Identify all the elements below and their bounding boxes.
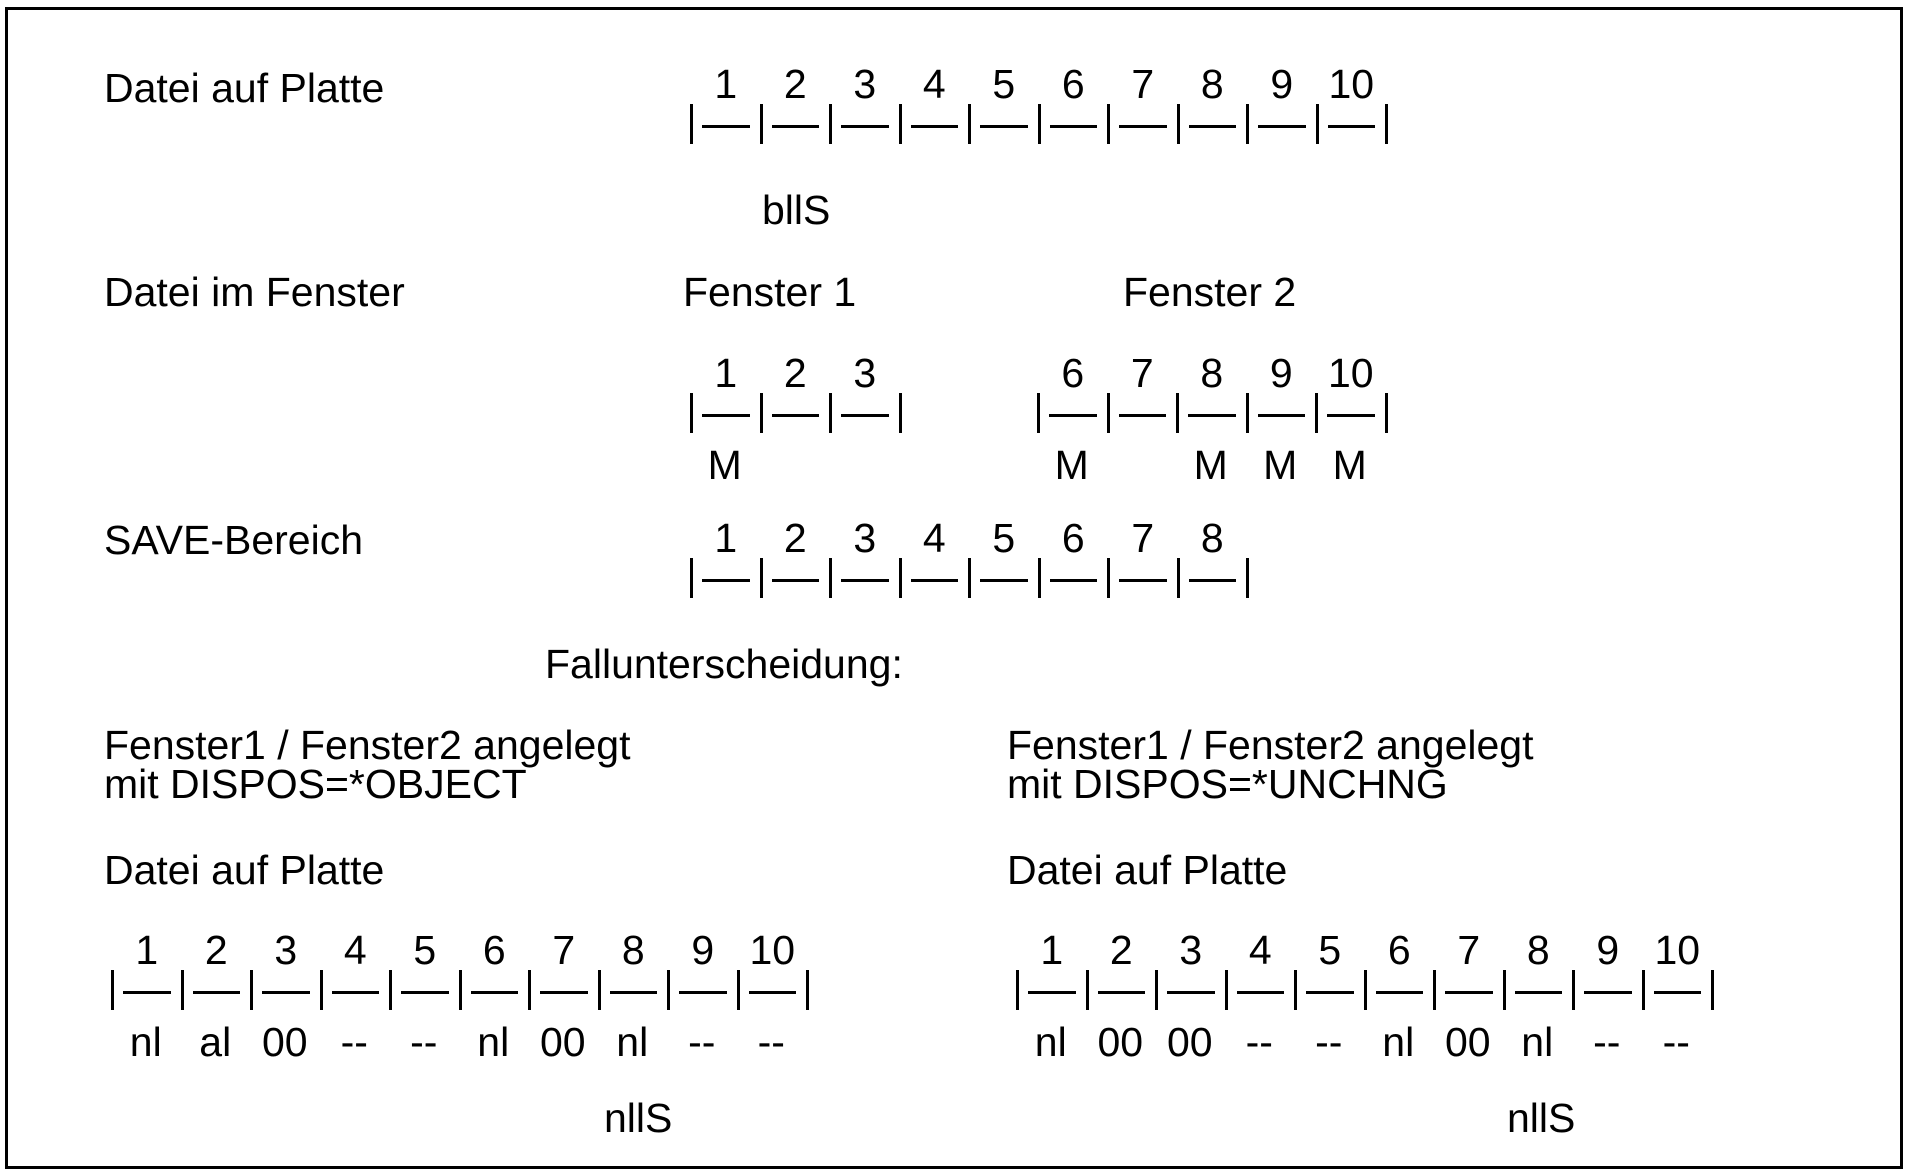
block-status: -- (340, 1019, 368, 1065)
block-number: 3 (1179, 927, 1203, 973)
tick-7 (1177, 104, 1180, 144)
segment (1237, 991, 1285, 994)
tick-7 (598, 970, 601, 1010)
right-nlls-label: nllS (1507, 1095, 1576, 1141)
block-number: 3 (853, 515, 877, 561)
segment (1028, 991, 1076, 994)
block-number: 10 (1327, 350, 1374, 396)
tick-2 (1155, 970, 1158, 1010)
segment (1515, 991, 1563, 994)
segment (1189, 125, 1237, 128)
segment (1654, 991, 1702, 994)
segment (1049, 414, 1097, 417)
tick-8 (667, 970, 670, 1010)
block-number: 9 (691, 927, 715, 973)
block-status: 00 (1444, 1019, 1491, 1065)
segment (1119, 414, 1167, 417)
block-number: 3 (274, 927, 298, 973)
segment (193, 991, 241, 994)
segment (1050, 125, 1098, 128)
block-number: 2 (783, 61, 807, 107)
block-number: 5 (992, 515, 1016, 561)
segment (980, 125, 1028, 128)
tick-0 (111, 970, 114, 1010)
block-number: 5 (413, 927, 437, 973)
tick-0 (1037, 393, 1040, 433)
left-nlls-label: nllS (604, 1095, 673, 1141)
left-disk-label: Datei auf Platte (104, 847, 385, 893)
block-status: nl (616, 1019, 649, 1065)
block-number: 8 (621, 927, 645, 973)
tick-6 (1107, 104, 1110, 144)
segment (1258, 414, 1306, 417)
block-number: 6 (482, 927, 506, 973)
block-number: 6 (1061, 515, 1085, 561)
block-status: -- (1662, 1019, 1690, 1065)
block-status: 00 (1166, 1019, 1213, 1065)
segment (262, 991, 310, 994)
tick-4 (968, 104, 971, 144)
segment (702, 579, 750, 582)
disk-label: Datei auf Platte (104, 65, 385, 111)
segment (1306, 991, 1354, 994)
block-number: 1 (714, 515, 738, 561)
block-number: 7 (1457, 927, 1481, 973)
block-number: 5 (1318, 927, 1342, 973)
tick-8 (1572, 970, 1575, 1010)
tick-10 (1711, 970, 1714, 1010)
block-number: 2 (204, 927, 228, 973)
segment (702, 125, 750, 128)
block-number: 10 (1328, 61, 1375, 107)
block-number: 4 (1248, 927, 1272, 973)
block-status: 00 (539, 1019, 586, 1065)
segment (1327, 414, 1375, 417)
segment (1584, 991, 1632, 994)
tick-6 (528, 970, 531, 1010)
block-number: 4 (922, 515, 946, 561)
tick-9 (737, 970, 740, 1010)
tick-2 (829, 104, 832, 144)
tick-2 (1176, 393, 1179, 433)
block-number: 8 (1526, 927, 1550, 973)
tick-10 (806, 970, 809, 1010)
right-case-title: Fenster1 / Fenster2 angelegt mit DISPOS=*UNCHNG (1007, 722, 1534, 807)
segment (980, 579, 1028, 582)
tick-1 (1086, 970, 1089, 1010)
segment (1050, 579, 1098, 582)
block-status: -- (1593, 1019, 1621, 1065)
block-status: M (1263, 442, 1298, 488)
fenster1-label: Fenster 1 (683, 269, 857, 315)
tick-1 (760, 558, 763, 598)
segment (1188, 414, 1236, 417)
tick-0 (690, 104, 693, 144)
segment (332, 991, 380, 994)
block-status: -- (1315, 1019, 1343, 1065)
segment (1167, 991, 1215, 994)
block-status: 00 (1097, 1019, 1144, 1065)
block-number: 3 (853, 350, 877, 396)
block-status: -- (757, 1019, 785, 1065)
block-number: 1 (714, 350, 738, 396)
tick-5 (1038, 104, 1041, 144)
block-status: M (1332, 442, 1367, 488)
block-number: 2 (1109, 927, 1133, 973)
segment (540, 991, 588, 994)
block-number: 1 (1040, 927, 1064, 973)
segment (1119, 125, 1167, 128)
tick-5 (1364, 970, 1367, 1010)
fenster2-label: Fenster 2 (1123, 269, 1297, 315)
tick-5 (1038, 558, 1041, 598)
block-status: al (199, 1019, 232, 1065)
block-status: M (1054, 442, 1089, 488)
case-heading: Fallunterscheidung: (545, 641, 903, 687)
segment (1445, 991, 1493, 994)
block-status: nl (1034, 1019, 1067, 1065)
block-number: 5 (992, 61, 1016, 107)
block-number: 10 (1654, 927, 1701, 973)
segment (1119, 579, 1167, 582)
block-number: 6 (1061, 350, 1085, 396)
tick-8 (1246, 558, 1249, 598)
tick-1 (1107, 393, 1110, 433)
segment (679, 991, 727, 994)
block-number: 4 (922, 61, 946, 107)
tick-2 (250, 970, 253, 1010)
block-status: nl (477, 1019, 510, 1065)
tick-9 (1642, 970, 1645, 1010)
block-number: 7 (1131, 515, 1155, 561)
block-number: 2 (783, 515, 807, 561)
block-status: nl (129, 1019, 162, 1065)
segment (841, 125, 889, 128)
block-number: 7 (552, 927, 576, 973)
tick-6 (1433, 970, 1436, 1010)
block-number: 8 (1200, 515, 1224, 561)
tick-3 (899, 393, 902, 433)
segment (1328, 125, 1376, 128)
tick-6 (1107, 558, 1110, 598)
segment (123, 991, 171, 994)
diagram-frame (5, 7, 1903, 1169)
block-status: M (1193, 442, 1228, 488)
tick-2 (829, 393, 832, 433)
tick-0 (690, 393, 693, 433)
left-case-title: Fenster1 / Fenster2 angelegt mit DISPOS=*OBJECT (104, 722, 631, 807)
tick-5 (459, 970, 462, 1010)
tick-1 (760, 104, 763, 144)
tick-0 (1016, 970, 1019, 1010)
segment (1258, 125, 1306, 128)
block-number: 7 (1130, 350, 1154, 396)
segment (772, 579, 820, 582)
segment (841, 579, 889, 582)
tick-0 (690, 558, 693, 598)
block-status: -- (410, 1019, 438, 1065)
tick-7 (1177, 558, 1180, 598)
segment (772, 125, 820, 128)
tick-4 (968, 558, 971, 598)
block-status: M (707, 442, 742, 488)
block-status: -- (1245, 1019, 1273, 1065)
tick-7 (1503, 970, 1506, 1010)
block-number: 3 (853, 61, 877, 107)
tick-3 (899, 558, 902, 598)
tick-4 (1315, 393, 1318, 433)
tick-8 (1246, 104, 1249, 144)
segment (1376, 991, 1424, 994)
block-number: 2 (783, 350, 807, 396)
block-number: 6 (1387, 927, 1411, 973)
block-status: nl (1382, 1019, 1415, 1065)
block-number: 10 (749, 927, 796, 973)
segment (749, 991, 797, 994)
block-number: 6 (1061, 61, 1085, 107)
tick-4 (389, 970, 392, 1010)
tick-4 (1294, 970, 1297, 1010)
block-number: 9 (1269, 350, 1293, 396)
tick-3 (1225, 970, 1228, 1010)
tick-1 (760, 393, 763, 433)
block-status: -- (688, 1019, 716, 1065)
segment (401, 991, 449, 994)
block-number: 8 (1200, 350, 1224, 396)
block-status: nl (1521, 1019, 1554, 1065)
tick-3 (1246, 393, 1249, 433)
tick-5 (1385, 393, 1388, 433)
block-number: 9 (1596, 927, 1620, 973)
segment (772, 414, 820, 417)
segment (911, 579, 959, 582)
tick-3 (320, 970, 323, 1010)
segment (841, 414, 889, 417)
segment (702, 414, 750, 417)
segment (911, 125, 959, 128)
blls-label: bllS (762, 187, 831, 233)
save-area-label: SAVE-Bereich (104, 517, 364, 563)
block-number: 1 (714, 61, 738, 107)
tick-2 (829, 558, 832, 598)
tick-3 (899, 104, 902, 144)
block-number: 4 (343, 927, 367, 973)
block-number: 8 (1200, 61, 1224, 107)
block-number: 1 (135, 927, 159, 973)
segment (471, 991, 519, 994)
window-label: Datei im Fenster (104, 269, 405, 315)
block-number: 7 (1131, 61, 1155, 107)
segment (610, 991, 658, 994)
block-status: 00 (261, 1019, 308, 1065)
tick-9 (1316, 104, 1319, 144)
block-number: 9 (1270, 61, 1294, 107)
segment (1189, 579, 1237, 582)
right-disk-label: Datei auf Platte (1007, 847, 1288, 893)
segment (1098, 991, 1146, 994)
tick-10 (1385, 104, 1388, 144)
tick-1 (181, 970, 184, 1010)
